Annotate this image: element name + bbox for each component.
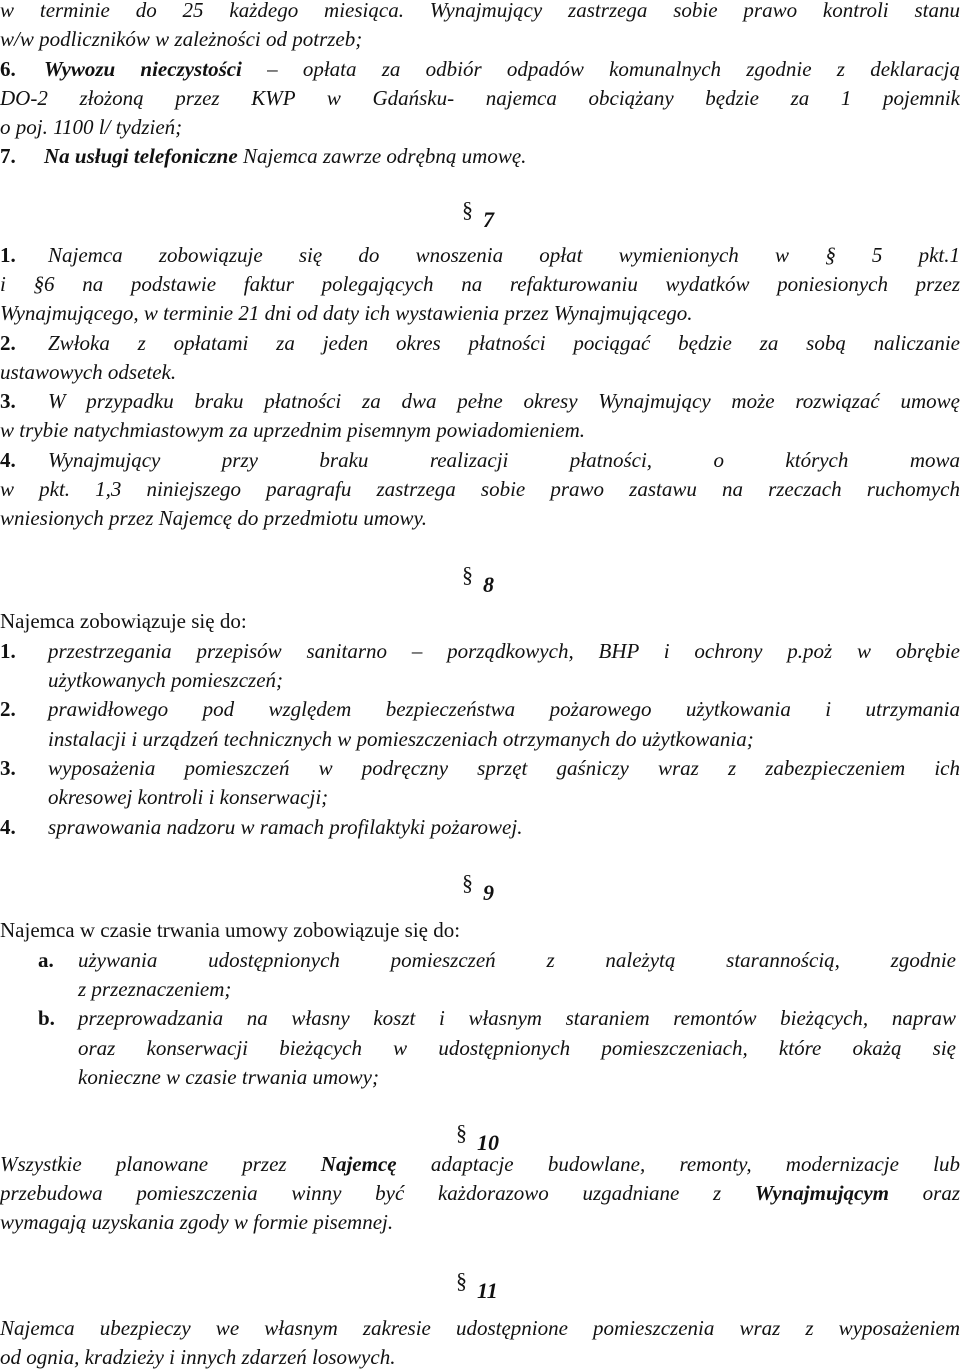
- section-heading-8: [0, 562, 960, 602]
- text-line: DO-2 złożoną przez KWP w Gdańsku- najemca obciążany będzie za 1 pojemnik: [0, 86, 960, 110]
- text-line: konieczne w czasie trwania umowy;: [78, 1065, 379, 1089]
- section-number: 10: [477, 1130, 499, 1155]
- section-number: 9: [483, 880, 494, 905]
- text-line: przebudowa pomieszczenia winny być każdorazowo uzgadniane z Wynajmującym oraz: [0, 1181, 960, 1205]
- text-line: użytkowanych pomieszczeń;: [48, 668, 284, 692]
- text-line: Wszystkie planowane przez Najemcę adaptacje budowlane, remonty, modernizacje lub: [0, 1152, 960, 1176]
- text-line: oraz konserwacji bieżących w udostępnionych pomieszczeniach, które okażą się: [78, 1036, 956, 1060]
- list-item-7: 7. Na usługi telefoniczne Najemca zawrze odrębną umowę.: [0, 144, 527, 168]
- list-item-4: 4. Wynajmujący przy braku realizacji płatności, o których mowa: [0, 448, 960, 472]
- list-item-6: 6. Wywozu nieczystości – opłata za odbiór odpadów komunalnych zgodnie z deklaracją: [0, 57, 960, 81]
- text-line: w pkt. 1,3 niniejszego paragrafu zastrzega sobie prawo zastawu na rzeczach ruchomych: [0, 477, 960, 501]
- text-line: Wynajmującego, w terminie 21 dni od daty ich wystawienia przez Wynajmującego.: [0, 301, 693, 325]
- section-symbol: §: [462, 197, 473, 222]
- text-line: w terminie do 25 każdego miesiąca. Wynajmujący zastrzega sobie prawo kontroli stanu: [0, 0, 960, 22]
- list-item-2: 2. prawidłowego pod względem bezpieczeństwa pożarowego użytkowania i utrzymania: [0, 697, 960, 721]
- section-symbol: §: [462, 562, 473, 587]
- text-line: i §6 na podstawie faktur polegających na refakturowaniu wydatków poniesionych przez: [0, 272, 960, 296]
- list-item-4: 4. sprawowania nadzoru w ramach profilaktyki pożarowej.: [0, 815, 523, 839]
- section-number: 8: [483, 572, 494, 597]
- text-line: wniesionych przez Najemcę do przedmiotu umowy.: [0, 506, 427, 530]
- text-line: okresowej kontroli i konserwacji;: [48, 785, 329, 809]
- section-number: 11: [477, 1278, 498, 1303]
- list-item-1: 1. przestrzegania przepisów sanitarno – porządkowych, BHP i ochrony p.poż w obrębie: [0, 639, 960, 663]
- list-item-b: b. przeprowadzania na własny koszt i własnym staraniem remontów bieżących, napraw: [38, 1006, 956, 1030]
- section-symbol: §: [462, 870, 473, 895]
- text-line: ustawowych odsetek.: [0, 360, 177, 384]
- section-number: 7: [483, 207, 494, 232]
- text-line: z przeznaczeniem;: [78, 977, 232, 1001]
- section-heading-11: [0, 1268, 960, 1308]
- section-heading-9: [0, 870, 960, 910]
- text-line: Najemca ubezpieczy we własnym zakresie udostępnione pomieszczenia wraz z wyposażeniem: [0, 1316, 960, 1340]
- text-line: wymagają uzyskania zgody w formie pisemnej.: [0, 1210, 394, 1234]
- section-symbol: §: [456, 1120, 467, 1145]
- section-symbol: §: [456, 1268, 467, 1293]
- list-item-3: 3. W przypadku braku płatności za dwa pełne okresy Wynajmujący może rozwiązać umowę: [0, 389, 960, 413]
- section-heading-7: [0, 197, 960, 237]
- text-line: w/w podliczników w zależności od potrzeb;: [0, 27, 363, 51]
- text-line: o poj. 1100 l/ tydzień;: [0, 115, 183, 139]
- list-item-a: a. używania udostępnionych pomieszczeń z należytą starannością, zgodnie: [38, 948, 956, 972]
- text-line: w trybie natychmiastowym za uprzednim pisemnym powiadomieniem.: [0, 418, 586, 442]
- section-intro: Najemca zobowiązuje się do:: [0, 609, 247, 633]
- text-line: od ognia, kradzieży i innych zdarzeń losowych.: [0, 1345, 396, 1369]
- section-intro: Najemca w czasie trwania umowy zobowiązuje się do:: [0, 918, 461, 942]
- list-item-1: 1. Najemca zobowiązuje się do wnoszenia opłat wymienionych w § 5 pkt.1: [0, 243, 960, 267]
- text-line: instalacji i urządzeń technicznych w pomieszczeniach otrzymanych do użytkowania;: [48, 727, 754, 751]
- list-item-2: 2. Zwłoka z opłatami za jeden okres płatności pociągać będzie za sobą naliczanie: [0, 331, 960, 355]
- list-item-3: 3. wyposażenia pomieszczeń w podręczny sprzęt gaśniczy wraz z zabezpieczeniem ich: [0, 756, 960, 780]
